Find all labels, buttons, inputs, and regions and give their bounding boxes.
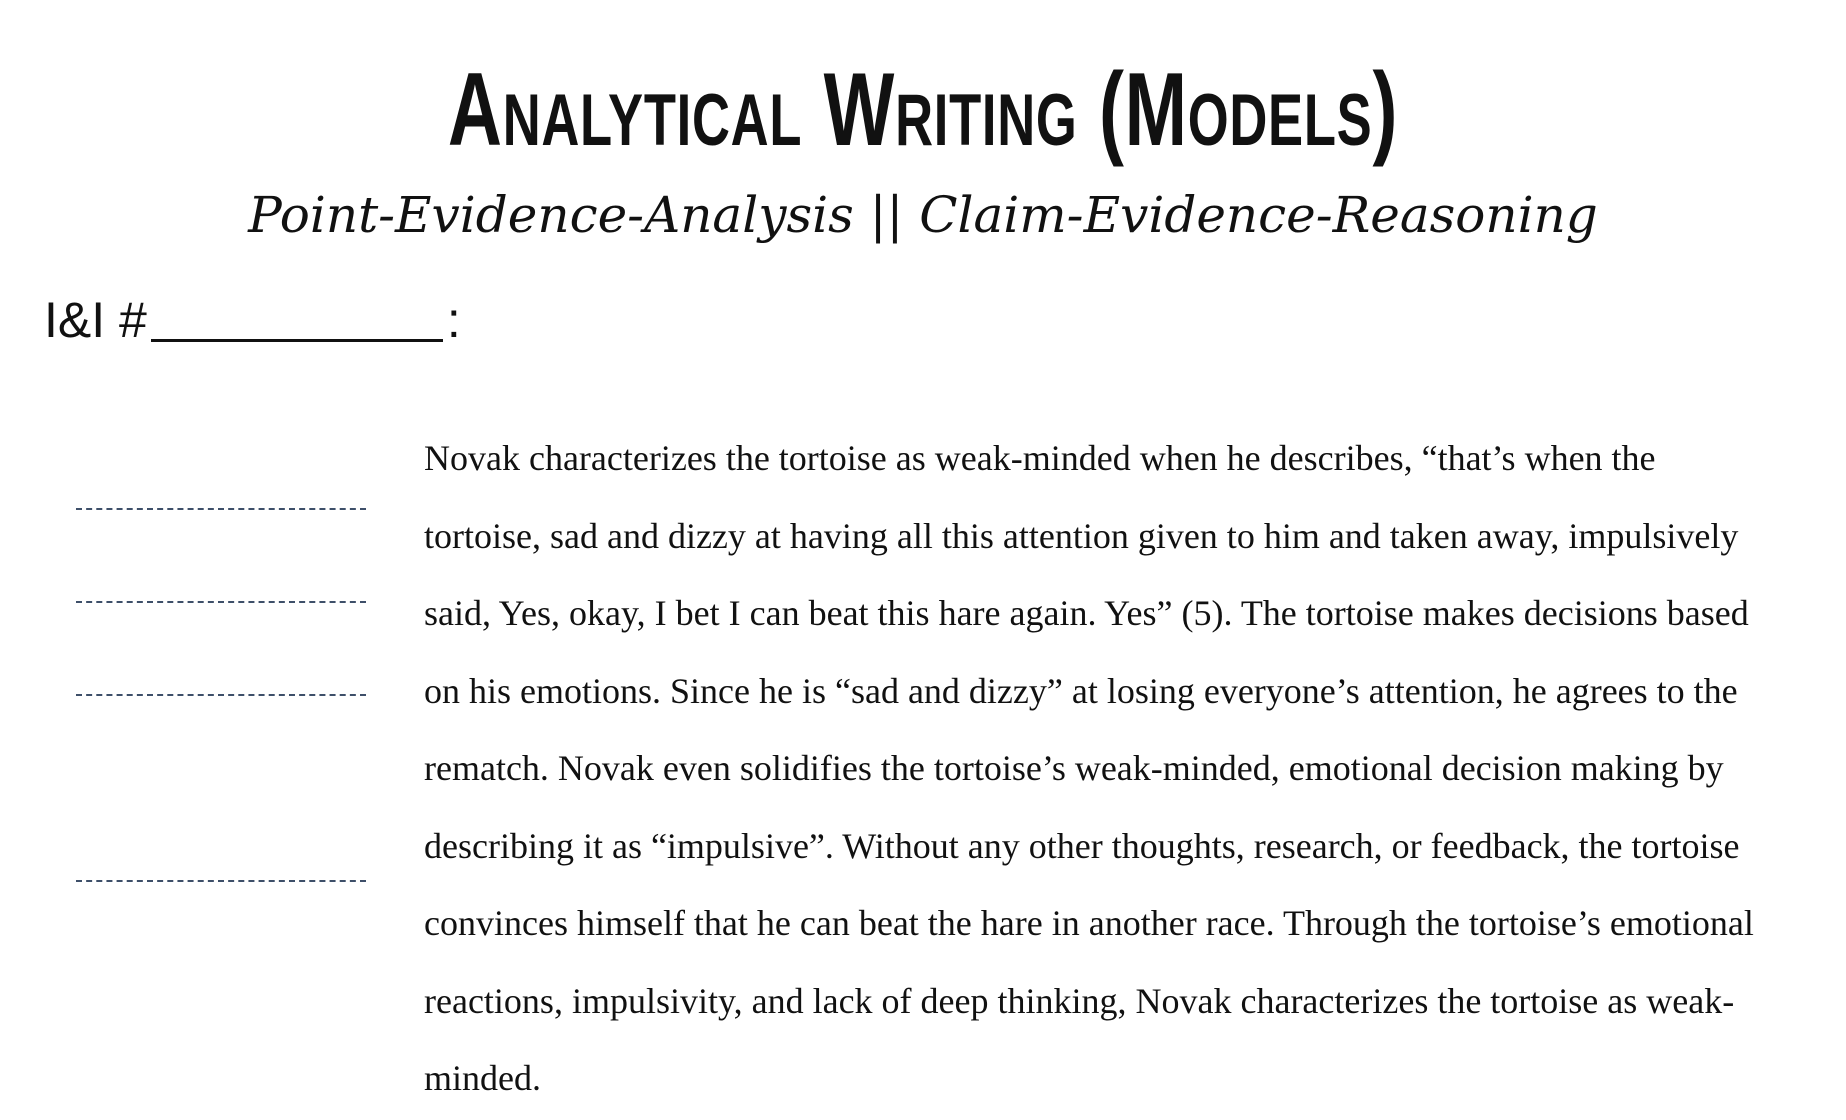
annotation-line-1 bbox=[76, 508, 366, 510]
paragraph-line: convinces himself that he can beat the hare in another race. Through the tortoise’s emotional bbox=[424, 903, 1754, 943]
identifier-suffix: : bbox=[446, 292, 461, 348]
paragraph-line: said, Yes, okay, I bet I can beat this hare again. Yes” (5). The tortoise makes decisions based bbox=[424, 593, 1749, 633]
identifier-line bbox=[44, 288, 461, 352]
annotation-line-3 bbox=[76, 694, 366, 696]
paragraph-line: describing it as “impulsive”. Without any other thoughts, research, or feedback, the tortoise bbox=[424, 825, 1740, 866]
annotation-line-4 bbox=[76, 880, 366, 882]
paragraph-line: rematch. Novak even solidifies the tortoise’s weak-minded, emotional decision making by bbox=[424, 748, 1724, 788]
page-title: Analytical Writing (Models) bbox=[447, 52, 1399, 168]
paragraph-line: Novak characterizes the tortoise as weak-minded when he describes, “that’s when the bbox=[424, 438, 1656, 478]
paragraph-line: reactions, impulsivity, and lack of deep thinking, Novak characterizes the tortoise as weak- bbox=[424, 980, 1735, 1021]
paragraph-line: tortoise, sad and dizzy at having all this attention given to him and taken away, impulsively bbox=[424, 515, 1739, 556]
paragraph-line: minded. bbox=[424, 1058, 541, 1098]
model-paragraph bbox=[424, 420, 1824, 1118]
page-subtitle: Point-Evidence-Analysis || Claim-Evidence-Reasoning bbox=[248, 186, 1598, 244]
identifier-label: I&I # bbox=[44, 292, 147, 348]
annotation-line-2 bbox=[76, 601, 366, 603]
identifier-blank[interactable] bbox=[151, 339, 443, 342]
paragraph-line: on his emotions. Since he is “sad and dizzy” at losing everyone’s attention, he agrees to the bbox=[424, 670, 1738, 711]
